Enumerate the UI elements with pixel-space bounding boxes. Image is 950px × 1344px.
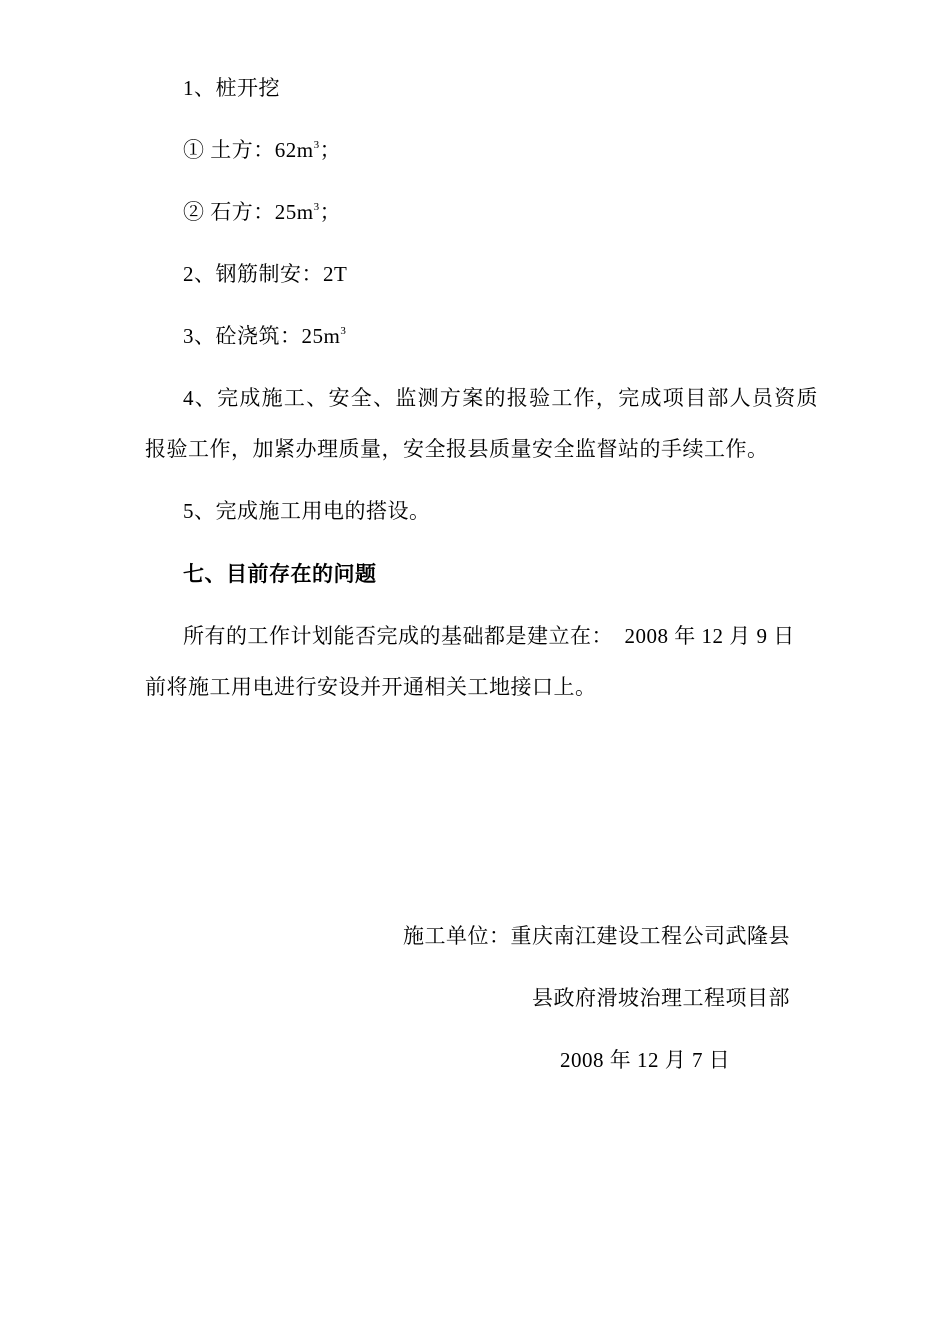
earthwork-suffix: ； bbox=[319, 138, 342, 162]
section-7-para-line-2: 前将施工用电进行安设并开通相关工地接口上。 bbox=[145, 675, 597, 699]
item-3-concrete-line bbox=[183, 322, 346, 350]
signature-unit-line-1: 施工单位：重庆南江建设工程公司武隆县 bbox=[403, 924, 790, 948]
item-4-line-1: 4、完成施工、安全、监测方案的报验工作，完成项目部人员资质 bbox=[183, 386, 818, 410]
section-7-heading: 七、目前存在的问题 bbox=[183, 562, 377, 586]
signature-date: 2008 年 12 月 7 日 bbox=[560, 1048, 731, 1072]
rockwork-suffix: ； bbox=[319, 200, 342, 224]
signature-unit-line-2: 县政府滑坡治理工程项目部 bbox=[532, 986, 790, 1010]
rockwork-superscript: 3 bbox=[313, 201, 320, 213]
earthwork-line bbox=[183, 136, 341, 164]
rockwork-line bbox=[183, 198, 341, 226]
concrete-superscript: 3 bbox=[340, 325, 347, 337]
item-5-power: 5、完成施工用电的搭设。 bbox=[183, 499, 431, 523]
earthwork-superscript: 3 bbox=[313, 139, 320, 151]
earthwork-text: ① 土方：62m bbox=[183, 138, 314, 162]
item-1-pile-excavation: 1、桩开挖 bbox=[183, 76, 280, 100]
item-4-line-2: 报验工作，加紧办理质量，安全报县质量安全监督站的手续工作。 bbox=[145, 437, 769, 461]
section-7-para-line-1: 所有的工作计划能否完成的基础都是建立在： 2008 年 12 月 9 日 bbox=[183, 624, 795, 648]
concrete-text: 3、砼浇筑：25m bbox=[183, 324, 341, 348]
rockwork-text: ② 石方：25m bbox=[183, 200, 314, 224]
item-2-rebar: 2、钢筋制安：2T bbox=[183, 262, 348, 286]
